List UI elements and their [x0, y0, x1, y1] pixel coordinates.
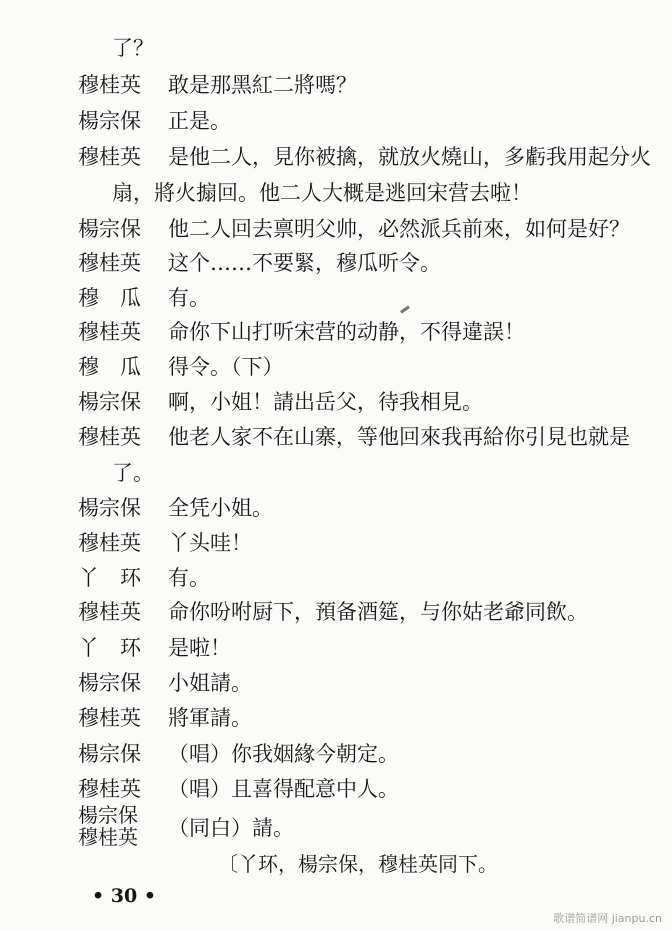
dialogue-line: [0, 211, 672, 247]
speech-text: 得令。（下）: [168, 355, 284, 379]
dialogue-line: [0, 30, 672, 66]
speech-text: 他老人家不在山寨，等他回來我再給你引見也就是: [168, 425, 630, 449]
speech-text: 他二人回去禀明父帅，必然派兵前來，如何是好？: [168, 217, 630, 241]
speech-text: 命你下山打听宋营的动静，不得違誤！: [168, 320, 525, 344]
speech-text: 这个……不要緊，穆瓜听令。: [168, 251, 441, 275]
speaker-name: 穆桂英: [78, 531, 141, 555]
speech-text: 丫头哇！: [168, 531, 252, 555]
dialogue-line: [0, 67, 672, 103]
speech-text: 了？: [112, 36, 154, 60]
page-number: • 30 •: [92, 885, 156, 907]
speaker-name: 穆桂英: [78, 777, 141, 801]
dialogue-line: [0, 384, 672, 420]
speaker-name: 楊宗保: [78, 109, 141, 133]
speaker-name: 穆桂英: [78, 825, 138, 849]
speaker-name: 楊宗保: [78, 390, 141, 414]
speech-text: 正是。: [168, 109, 231, 133]
dialogue-line: [0, 665, 672, 701]
joint-dialogue-line: [0, 802, 672, 852]
dialogue-line: [0, 736, 672, 772]
dialogue-line: [0, 560, 672, 596]
dialogue-line: [0, 245, 672, 281]
dialogue-line: [0, 490, 672, 526]
speaker-name: 楊宗保: [78, 803, 138, 827]
speaker-name: 丫 环: [78, 566, 141, 590]
stage-direction: [0, 846, 672, 882]
speaker-name: 穆 瓜: [78, 355, 141, 379]
speaker-name: 穆桂英: [78, 145, 141, 169]
dialogue-line: [0, 175, 672, 211]
dialogue-line: [0, 419, 672, 455]
speaker-name: 楊宗保: [78, 742, 141, 766]
dialogue-line: [0, 314, 672, 350]
dialogue-line: [0, 139, 672, 175]
speaker-name: 穆桂英: [78, 251, 141, 275]
watermark: 歌谱简谱网 jianpu.cn: [553, 912, 662, 925]
speech-text: 將軍請。: [168, 706, 252, 730]
dialogue-line: [0, 103, 672, 139]
speech-text: （同白）請。: [168, 816, 294, 840]
dialogue-line: [0, 630, 672, 666]
speaker-name: 楊宗保: [78, 217, 141, 241]
speech-text: 全凭小姐。: [168, 496, 273, 520]
speech-text: （唱）你我姻緣今朝定。: [168, 742, 399, 766]
dialogue-line: [0, 455, 672, 491]
speaker-name: 楊宗保: [78, 671, 141, 695]
speech-text: 有。: [168, 286, 210, 310]
dialogue-line: [0, 594, 672, 630]
speaker-name: 楊宗保: [78, 496, 141, 520]
speaker-name: 穆桂英: [78, 706, 141, 730]
speech-text: 敢是那黑紅二將嗎？: [168, 73, 357, 97]
speech-text: 小姐請。: [168, 671, 252, 695]
speech-text: 有。: [168, 566, 210, 590]
speech-text: 啊，小姐！請出岳父，待我相見。: [168, 390, 483, 414]
speech-text: 了。: [112, 461, 154, 485]
speaker-name: 穆桂英: [78, 73, 141, 97]
dialogue-line: [0, 349, 672, 385]
speech-text: 是他二人，見你被擒，就放火燒山，多虧我用起分火: [168, 145, 651, 169]
speaker-name: 穆 瓜: [78, 286, 141, 310]
stage-direction-text: 〔丫环，楊宗保，穆桂英同下。: [218, 852, 498, 876]
speaker-name: 穆桂英: [78, 600, 141, 624]
speaker-name: 穆桂英: [78, 320, 141, 344]
dialogue-line: [0, 280, 672, 316]
dialogue-line: [0, 525, 672, 561]
speaker-name: 丫 环: [78, 636, 141, 660]
dialogue-line: [0, 700, 672, 736]
speech-text: 命你吩咐厨下，預备酒筵，与你姑老爺同飲。: [168, 600, 588, 624]
speaker-name: 穆桂英: [78, 425, 141, 449]
speech-text: 是啦！: [168, 636, 231, 660]
speech-text: （唱）且喜得配意中人。: [168, 777, 399, 801]
speech-text: 扇，將火搧回。他二人大概是逃回宋营去啦！: [112, 181, 532, 205]
